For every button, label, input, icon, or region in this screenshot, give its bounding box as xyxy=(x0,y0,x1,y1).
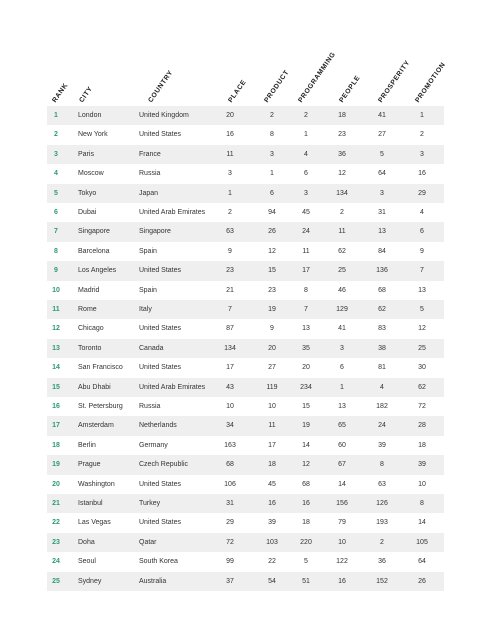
cell-rank: 5 xyxy=(54,189,58,197)
column-header-label: PROGRAMMING xyxy=(297,50,338,104)
cell-product: 23 xyxy=(268,286,276,294)
cell-city: Seoul xyxy=(78,558,96,566)
column-header-label: PRODUCT xyxy=(263,69,291,104)
cell-programming: 12 xyxy=(302,461,310,469)
cell-place: 11 xyxy=(226,150,234,158)
cell-prosperity: 152 xyxy=(376,577,388,585)
cell-product: 27 xyxy=(268,364,276,372)
cell-promotion: 5 xyxy=(420,306,424,313)
table-row xyxy=(47,339,444,358)
cell-programming: 5 xyxy=(304,558,308,566)
cell-product: 18 xyxy=(268,461,276,469)
cell-rank: 15 xyxy=(52,383,60,391)
cell-prosperity: 3 xyxy=(380,189,384,197)
cell-prosperity: 5 xyxy=(380,150,384,158)
cell-product: 103 xyxy=(266,538,278,546)
cell-product: 19 xyxy=(268,306,276,313)
cell-city: Washington xyxy=(78,480,115,488)
cell-prosperity: 8 xyxy=(380,461,384,469)
cell-prosperity: 13 xyxy=(378,228,386,236)
cell-promotion: 72 xyxy=(418,403,426,410)
cell-prosperity: 126 xyxy=(376,500,388,507)
cell-rank: 13 xyxy=(52,344,60,352)
cell-country: Russia xyxy=(139,403,161,410)
cell-people: 13 xyxy=(338,403,346,410)
cell-country: South Korea xyxy=(139,558,178,566)
cell-place: 99 xyxy=(226,558,234,566)
cell-promotion: 4 xyxy=(420,209,424,216)
table-row xyxy=(47,475,444,494)
cell-prosperity: 31 xyxy=(378,209,386,216)
cell-product: 119 xyxy=(266,383,278,391)
cell-rank: 14 xyxy=(52,364,60,372)
cell-place: 20 xyxy=(226,112,234,119)
cell-country: United States xyxy=(139,519,182,527)
cell-country: Russia xyxy=(139,170,161,178)
cell-city: Paris xyxy=(78,150,94,158)
cell-prosperity: 62 xyxy=(378,306,386,313)
cell-people: 122 xyxy=(336,558,348,566)
cell-product: 3 xyxy=(270,150,274,158)
cell-place: 3 xyxy=(228,170,232,178)
table-row xyxy=(47,164,444,183)
cell-promotion: 12 xyxy=(418,325,426,333)
table-row xyxy=(47,436,444,455)
column-header-label: PROMOTION xyxy=(414,61,448,104)
cell-rank: 24 xyxy=(52,558,60,566)
table-row xyxy=(47,222,444,241)
cell-programming: 4 xyxy=(304,150,308,158)
cell-programming: 45 xyxy=(302,209,310,216)
cell-promotion: 29 xyxy=(418,189,426,197)
cell-city: London xyxy=(78,112,102,119)
cell-rank: 11 xyxy=(52,306,60,313)
cell-product: 1 xyxy=(270,170,274,178)
column-header-label: PROSPERITY xyxy=(377,59,412,104)
cell-place: 2 xyxy=(228,209,232,216)
cell-city: Abu Dhabi xyxy=(78,383,111,391)
cell-rank: 2 xyxy=(54,131,58,139)
cell-place: 7 xyxy=(228,306,232,313)
cell-promotion: 105 xyxy=(416,538,428,546)
cell-people: 79 xyxy=(338,519,346,527)
cell-product: 9 xyxy=(270,325,274,333)
cell-prosperity: 38 xyxy=(378,344,386,352)
cell-city: Istanbul xyxy=(78,500,103,507)
cell-prosperity: 182 xyxy=(376,403,388,410)
cell-city: Sydney xyxy=(78,577,102,585)
cell-place: 9 xyxy=(228,247,232,255)
cell-programming: 16 xyxy=(302,500,310,507)
cell-rank: 6 xyxy=(54,209,58,216)
cell-programming: 2 xyxy=(304,112,308,119)
cell-people: 62 xyxy=(338,247,346,255)
cell-prosperity: 193 xyxy=(376,519,388,527)
cell-country: France xyxy=(139,150,161,158)
cell-people: 3 xyxy=(340,344,344,352)
cell-people: 25 xyxy=(338,267,346,275)
column-header-label: CITY xyxy=(78,85,95,104)
cell-country: Spain xyxy=(139,286,157,294)
cell-prosperity: 27 xyxy=(378,131,386,139)
cell-city: Tokyo xyxy=(78,189,97,197)
cell-country: Canada xyxy=(139,344,164,352)
cell-programming: 19 xyxy=(302,422,310,430)
cell-people: 46 xyxy=(338,286,346,294)
cell-country: United States xyxy=(139,267,182,275)
table-row xyxy=(47,242,444,261)
cell-programming: 234 xyxy=(300,383,312,391)
cell-product: 2 xyxy=(270,112,274,119)
table-row xyxy=(47,397,444,416)
cell-rank: 12 xyxy=(52,325,60,333)
cell-people: 134 xyxy=(336,189,348,197)
cell-rank: 23 xyxy=(52,538,60,546)
cell-city: Amsterdam xyxy=(78,422,114,430)
cell-place: 21 xyxy=(226,286,234,294)
cell-rank: 10 xyxy=(52,286,60,294)
cell-product: 16 xyxy=(268,500,276,507)
cell-people: 67 xyxy=(338,461,346,469)
cell-country: Spain xyxy=(139,247,157,255)
cell-programming: 6 xyxy=(304,170,308,178)
cell-people: 14 xyxy=(338,480,346,488)
cell-product: 17 xyxy=(268,441,276,449)
cell-product: 8 xyxy=(270,131,274,139)
cell-product: 22 xyxy=(268,558,276,566)
cell-city: Prague xyxy=(78,461,101,469)
cell-people: 11 xyxy=(338,228,346,236)
cell-promotion: 13 xyxy=(418,286,426,294)
table-row xyxy=(47,125,444,144)
cell-product: 45 xyxy=(268,480,276,488)
cell-prosperity: 83 xyxy=(378,325,386,333)
cell-country: Turkey xyxy=(139,500,161,507)
cell-country: Germany xyxy=(139,441,168,449)
cell-programming: 35 xyxy=(302,344,310,352)
cell-people: 36 xyxy=(338,150,346,158)
cell-promotion: 30 xyxy=(418,364,426,372)
cell-promotion: 6 xyxy=(420,228,424,236)
cell-people: 60 xyxy=(338,441,346,449)
cell-city: Singapore xyxy=(78,228,110,236)
cell-place: 134 xyxy=(224,344,236,352)
cell-country: Qatar xyxy=(139,538,157,546)
cell-promotion: 7 xyxy=(420,267,424,275)
cell-product: 6 xyxy=(270,189,274,197)
cell-place: 63 xyxy=(226,228,234,236)
cell-programming: 1 xyxy=(304,131,308,139)
cell-promotion: 9 xyxy=(420,247,424,255)
ranking-table xyxy=(47,0,448,617)
cell-programming: 68 xyxy=(302,480,310,488)
cell-city: New York xyxy=(78,131,108,139)
cell-rank: 25 xyxy=(52,577,60,585)
cell-promotion: 3 xyxy=(420,150,424,158)
cell-programming: 11 xyxy=(302,247,310,255)
cell-programming: 7 xyxy=(304,306,308,313)
cell-promotion: 18 xyxy=(418,441,426,449)
cell-prosperity: 84 xyxy=(378,247,386,255)
cell-rank: 17 xyxy=(52,422,60,430)
cell-place: 72 xyxy=(226,538,234,546)
cell-people: 1 xyxy=(340,383,344,391)
cell-city: Los Angeles xyxy=(78,267,117,275)
table-row xyxy=(47,184,444,203)
cell-place: 31 xyxy=(226,500,234,507)
cell-country: Japan xyxy=(139,189,159,197)
cell-city: St. Petersburg xyxy=(78,403,123,410)
cell-promotion: 14 xyxy=(418,519,426,527)
cell-place: 16 xyxy=(226,131,234,139)
column-header-label: PEOPLE xyxy=(338,74,362,104)
table-row xyxy=(47,513,444,532)
cell-prosperity: 63 xyxy=(378,480,386,488)
cell-programming: 15 xyxy=(302,403,310,410)
cell-rank: 3 xyxy=(54,150,58,158)
cell-rank: 21 xyxy=(52,500,60,507)
cell-product: 39 xyxy=(268,519,276,527)
cell-people: 129 xyxy=(336,306,348,313)
cell-programming: 24 xyxy=(302,228,310,236)
cell-prosperity: 36 xyxy=(378,558,386,566)
cell-rank: 9 xyxy=(54,267,58,275)
cell-prosperity: 4 xyxy=(380,383,384,391)
table-row xyxy=(47,494,444,513)
cell-product: 26 xyxy=(268,228,276,236)
table-row xyxy=(47,378,444,397)
table-row xyxy=(47,572,444,591)
cell-city: Chicago xyxy=(78,325,104,333)
cell-promotion: 8 xyxy=(420,500,424,507)
cell-rank: 7 xyxy=(54,228,58,236)
cell-prosperity: 41 xyxy=(378,112,386,119)
cell-promotion: 16 xyxy=(418,170,426,178)
cell-country: Netherlands xyxy=(139,422,177,430)
cell-place: 34 xyxy=(226,422,234,430)
cell-programming: 13 xyxy=(302,325,310,333)
cell-promotion: 62 xyxy=(418,383,426,391)
cell-country: Singapore xyxy=(139,228,171,236)
cell-place: 29 xyxy=(226,519,234,527)
cell-prosperity: 39 xyxy=(378,441,386,449)
table-row xyxy=(47,145,444,164)
table-row xyxy=(47,106,444,125)
cell-product: 10 xyxy=(268,403,276,410)
cell-programming: 220 xyxy=(300,538,312,546)
cell-product: 11 xyxy=(268,422,276,430)
cell-programming: 17 xyxy=(302,267,310,275)
cell-country: United States xyxy=(139,325,182,333)
table-row xyxy=(47,358,444,377)
table-row xyxy=(47,416,444,435)
cell-rank: 20 xyxy=(52,480,60,488)
cell-place: 10 xyxy=(226,403,234,410)
cell-city: Madrid xyxy=(78,286,100,294)
cell-people: 10 xyxy=(338,538,346,546)
cell-place: 1 xyxy=(228,189,232,197)
column-header-label: COUNTRY xyxy=(147,69,175,104)
cell-place: 163 xyxy=(224,441,236,449)
cell-product: 94 xyxy=(268,209,276,216)
cell-rank: 8 xyxy=(54,247,58,255)
cell-promotion: 39 xyxy=(418,461,426,469)
cell-people: 12 xyxy=(338,170,346,178)
cell-country: United States xyxy=(139,131,182,139)
cell-rank: 18 xyxy=(52,441,60,449)
cell-city: San Francisco xyxy=(78,364,123,372)
cell-place: 87 xyxy=(226,325,234,333)
cell-country: Australia xyxy=(139,577,167,585)
cell-prosperity: 24 xyxy=(378,422,386,430)
cell-city: Berlin xyxy=(78,441,96,449)
table-row xyxy=(47,203,444,222)
cell-city: Las Vegas xyxy=(78,519,111,527)
table-row xyxy=(47,533,444,552)
cell-product: 15 xyxy=(268,267,276,275)
table-row xyxy=(47,319,444,338)
cell-rank: 1 xyxy=(54,112,58,119)
cell-rank: 4 xyxy=(54,170,58,178)
cell-city: Toronto xyxy=(78,344,102,352)
cell-place: 106 xyxy=(224,480,236,488)
table-row xyxy=(47,300,444,319)
cell-product: 12 xyxy=(268,247,276,255)
cell-people: 6 xyxy=(340,364,344,372)
cell-place: 68 xyxy=(226,461,234,469)
cell-programming: 51 xyxy=(302,577,310,585)
cell-promotion: 25 xyxy=(418,344,426,352)
cell-promotion: 26 xyxy=(418,577,426,585)
cell-place: 43 xyxy=(226,383,234,391)
column-header-label: PLACE xyxy=(227,78,248,104)
cell-country: Italy xyxy=(139,306,152,313)
cell-country: Czech Republic xyxy=(139,461,189,469)
table-row xyxy=(47,281,444,300)
cell-promotion: 64 xyxy=(418,558,426,566)
cell-programming: 8 xyxy=(304,286,308,294)
cell-place: 37 xyxy=(226,577,234,585)
table-row xyxy=(47,552,444,571)
cell-people: 18 xyxy=(338,112,346,119)
table-row xyxy=(47,261,444,280)
cell-rank: 16 xyxy=(52,403,60,410)
cell-country: United Kingdom xyxy=(139,112,189,119)
cell-prosperity: 64 xyxy=(378,170,386,178)
cell-people: 41 xyxy=(338,325,346,333)
cell-promotion: 10 xyxy=(418,480,426,488)
table-row xyxy=(47,455,444,474)
cell-prosperity: 2 xyxy=(380,538,384,546)
cell-people: 23 xyxy=(338,131,346,139)
cell-product: 54 xyxy=(268,577,276,585)
cell-rank: 22 xyxy=(52,519,60,527)
cell-rank: 19 xyxy=(52,461,60,469)
cell-place: 23 xyxy=(226,267,234,275)
cell-place: 17 xyxy=(226,364,234,372)
cell-promotion: 2 xyxy=(420,131,424,139)
cell-prosperity: 136 xyxy=(376,267,388,275)
cell-people: 65 xyxy=(338,422,346,430)
cell-country: United States xyxy=(139,364,182,372)
cell-city: Doha xyxy=(78,538,95,546)
cell-programming: 14 xyxy=(302,441,310,449)
cell-city: Moscow xyxy=(78,170,104,178)
cell-city: Rome xyxy=(78,306,97,313)
cell-country: United States xyxy=(139,480,182,488)
cell-city: Barcelona xyxy=(78,247,110,255)
cell-country: United Arab Emirates xyxy=(139,209,206,216)
cell-prosperity: 68 xyxy=(378,286,386,294)
cell-people: 156 xyxy=(336,500,348,507)
cell-promotion: 1 xyxy=(420,112,424,119)
cell-product: 20 xyxy=(268,344,276,352)
cell-people: 2 xyxy=(340,209,344,216)
cell-people: 16 xyxy=(338,577,346,585)
cell-country: United Arab Emirates xyxy=(139,383,206,391)
cell-programming: 18 xyxy=(302,519,310,527)
cell-promotion: 28 xyxy=(418,422,426,430)
cell-programming: 20 xyxy=(302,364,310,372)
cell-programming: 3 xyxy=(304,189,308,197)
cell-prosperity: 81 xyxy=(378,364,386,372)
cell-city: Dubai xyxy=(78,209,97,216)
column-header-label: RANK xyxy=(51,81,70,104)
